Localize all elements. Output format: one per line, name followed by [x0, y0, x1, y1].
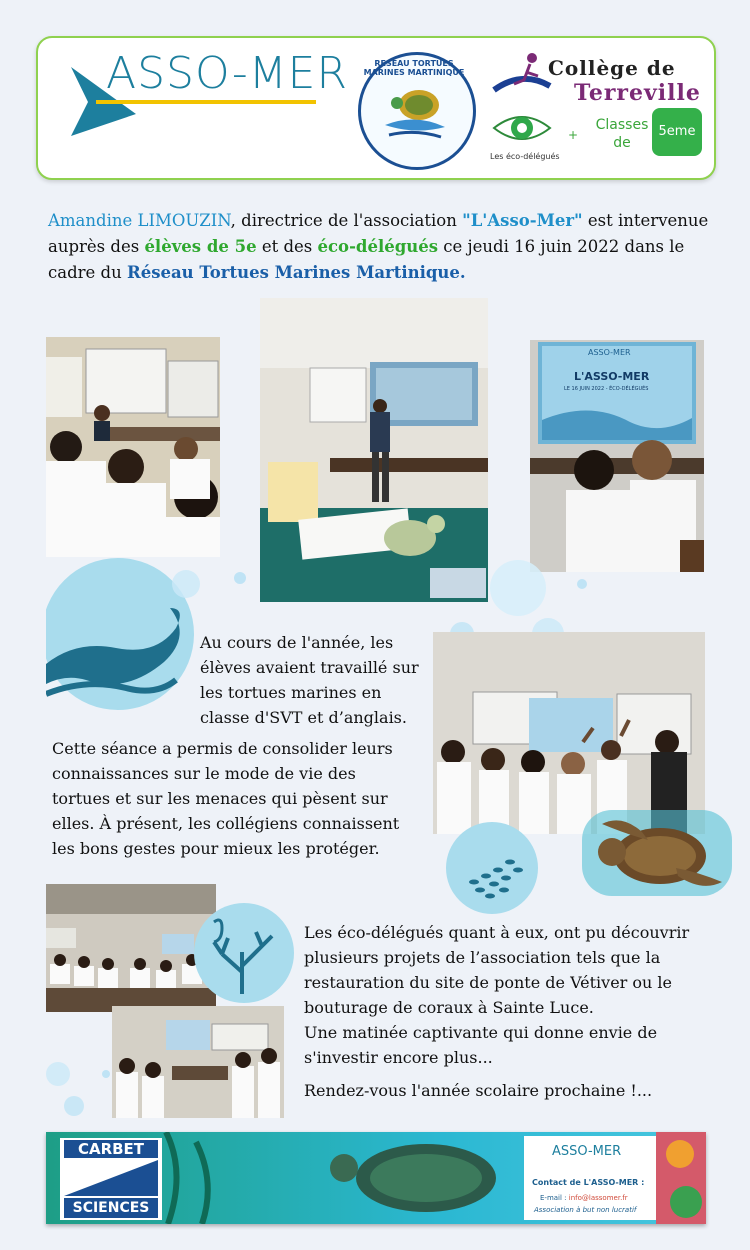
intro-text-3: et des — [256, 237, 318, 256]
contact-card — [524, 1136, 656, 1220]
nonprofit-text: Association à but non lucratif — [534, 1206, 637, 1214]
eco-delegues-caption: Les éco-délégués — [490, 152, 560, 161]
eye-recycle-icon — [492, 112, 552, 144]
paragraph-eco-delegates — [304, 920, 720, 1103]
paragraph-captivating: Une matinée captivante qui donne envie de s'investir encore plus... — [304, 1023, 658, 1067]
college-name-line2: Terreville — [574, 80, 701, 106]
carbet-text: CARBET — [64, 1140, 158, 1158]
asso-name: "L'Asso-Mer" — [462, 211, 583, 230]
classes-label — [582, 116, 662, 152]
coral-seahorse-decoration — [192, 902, 296, 1004]
plus-sign: + — [568, 128, 579, 142]
intro-text-1: , directrice de l'association — [230, 211, 463, 230]
carbet-triangle-icon — [64, 1160, 158, 1196]
email-link[interactable]: info@lassomer.fr — [568, 1194, 628, 1202]
sea-turtle-image — [582, 810, 732, 896]
classes-text: Classes — [595, 117, 649, 133]
contact-title: Contact de L'ASSO-MER : — [532, 1178, 645, 1187]
footer-banner — [46, 1132, 706, 1224]
fifth-grade-badge: 5eme — [652, 108, 702, 156]
speaker-name: Amandine LIMOUZIN — [48, 211, 231, 230]
de-text: de — [613, 135, 631, 151]
paragraph-year-work: Au cours de l'année, les élèves avaient travaillé sur les tortues marines en classe d'SVT et d’anglais. — [200, 633, 419, 727]
photo-classroom-wide — [46, 884, 216, 1012]
intro-text-2: est intervenue auprès des — [48, 211, 709, 256]
fish-circle-decoration — [444, 822, 540, 914]
contact-email-line — [540, 1194, 628, 1202]
photo-classroom-projector — [112, 1006, 284, 1118]
intro-paragraph — [48, 208, 718, 286]
network-name: Réseau Tortues Marines Martinique. — [126, 263, 466, 282]
paragraph-projects: Les éco-délégués quant à eux, ont pu découvrir plusieurs projets de l’association tels que la restauration du site de ponte de Vétiver ou le bouturage de coraux à Sainte Luce. — [304, 923, 690, 1017]
rtmm-logo — [358, 52, 476, 170]
header-banner — [36, 36, 716, 180]
carbet-sciences-logo — [60, 1138, 162, 1220]
paragraph-see-you: Rendez-vous l'année scolaire prochaine !... — [304, 1081, 653, 1100]
sciences-text: SCIENCES — [64, 1198, 158, 1218]
photo-classroom-left — [46, 337, 220, 557]
asso-mer-logo-text: ASSO-MER — [106, 48, 349, 99]
turtle-logo-icon — [379, 77, 451, 147]
intro-text-4: ce jeudi 16 juin 2022 dans le cadre du — [48, 237, 685, 282]
email-label: E-mail : — [540, 1194, 569, 1202]
slide-logo: ASSO-MER — [588, 348, 631, 357]
contact-logo: ASSO-MER — [552, 1144, 622, 1159]
photo-slide-right — [530, 340, 704, 572]
eco-delegates-highlight: éco-délégués — [317, 237, 439, 256]
college-name-line1: Collège de — [548, 56, 676, 80]
students-highlight: élèves de 5e — [144, 237, 257, 256]
photo-students-hands — [433, 632, 705, 834]
rtmm-logo-text: RESEAU TORTUES MARINES MARTINIQUE — [363, 59, 465, 77]
slide-subtitle: LE 16 JUIN 2022 - ÉCO-DÉLÉGUÉS — [564, 386, 649, 392]
paragraph-session: Cette séance a permis de consolider leurs connaissances sur le mode de vie des tortues et sur les menaces qui pèsent sur elles. À présent, les collégiens connaissent les bons gestes pour mieux les protéger. — [52, 739, 400, 858]
runner-icon — [492, 50, 552, 100]
slide-title: L'ASSO-MER — [574, 370, 650, 383]
bubbles-decoration-bottom — [46, 1044, 126, 1124]
